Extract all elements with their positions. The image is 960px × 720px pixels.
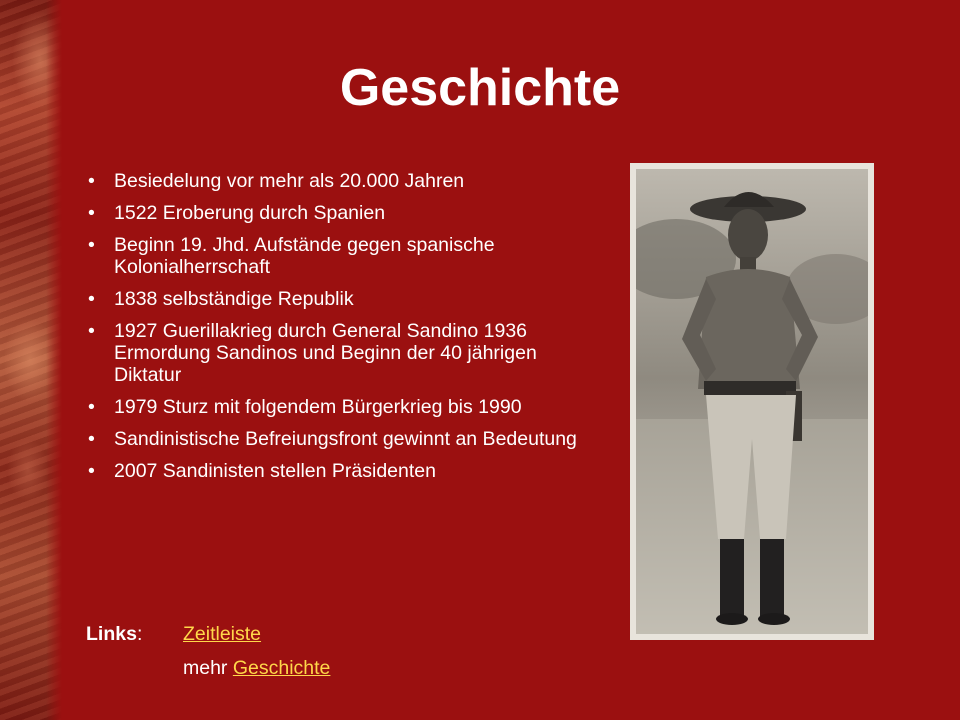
list-item: • Sandinistische Befreiungsfront gewinnt an Bedeutung [86, 428, 596, 450]
links-label-colon: : [136, 623, 143, 645]
links-prefix: mehr [183, 657, 233, 679]
links-label-text: Links [86, 623, 137, 645]
links-row-1 [86, 617, 330, 651]
list-item: • 1522 Eroberung durch Spanien [86, 202, 596, 224]
zeitleiste-link[interactable]: Zeitleiste [183, 623, 262, 645]
list-item: • Besiedelung vor mehr als 20.000 Jahren [86, 170, 596, 192]
list-item: • 2007 Sandinisten stellen Präsidenten [86, 460, 596, 482]
links-spacer [86, 651, 183, 685]
historical-portrait-photo [630, 163, 874, 640]
geschichte-link[interactable]: Geschichte [232, 657, 331, 679]
portrait-illustration [636, 169, 868, 634]
list-item: • 1927 Guerillakrieg durch General Sandino 1936 Ermordung Sandinos und Beginn der 40 jährigen Diktatur [86, 320, 596, 386]
list-item: • 1838 selbständige Republik [86, 288, 596, 310]
list-item: • Beginn 19. Jhd. Aufstände gegen spanische Kolonialherrschaft [86, 234, 596, 278]
bullet-list [86, 170, 596, 492]
links-section [86, 617, 330, 685]
list-item: • 1979 Sturz mit folgendem Bürgerkrieg bis 1990 [86, 396, 596, 418]
links-row-2 [86, 651, 330, 685]
links-label [86, 617, 183, 651]
page-title: Geschichte [339, 59, 621, 117]
